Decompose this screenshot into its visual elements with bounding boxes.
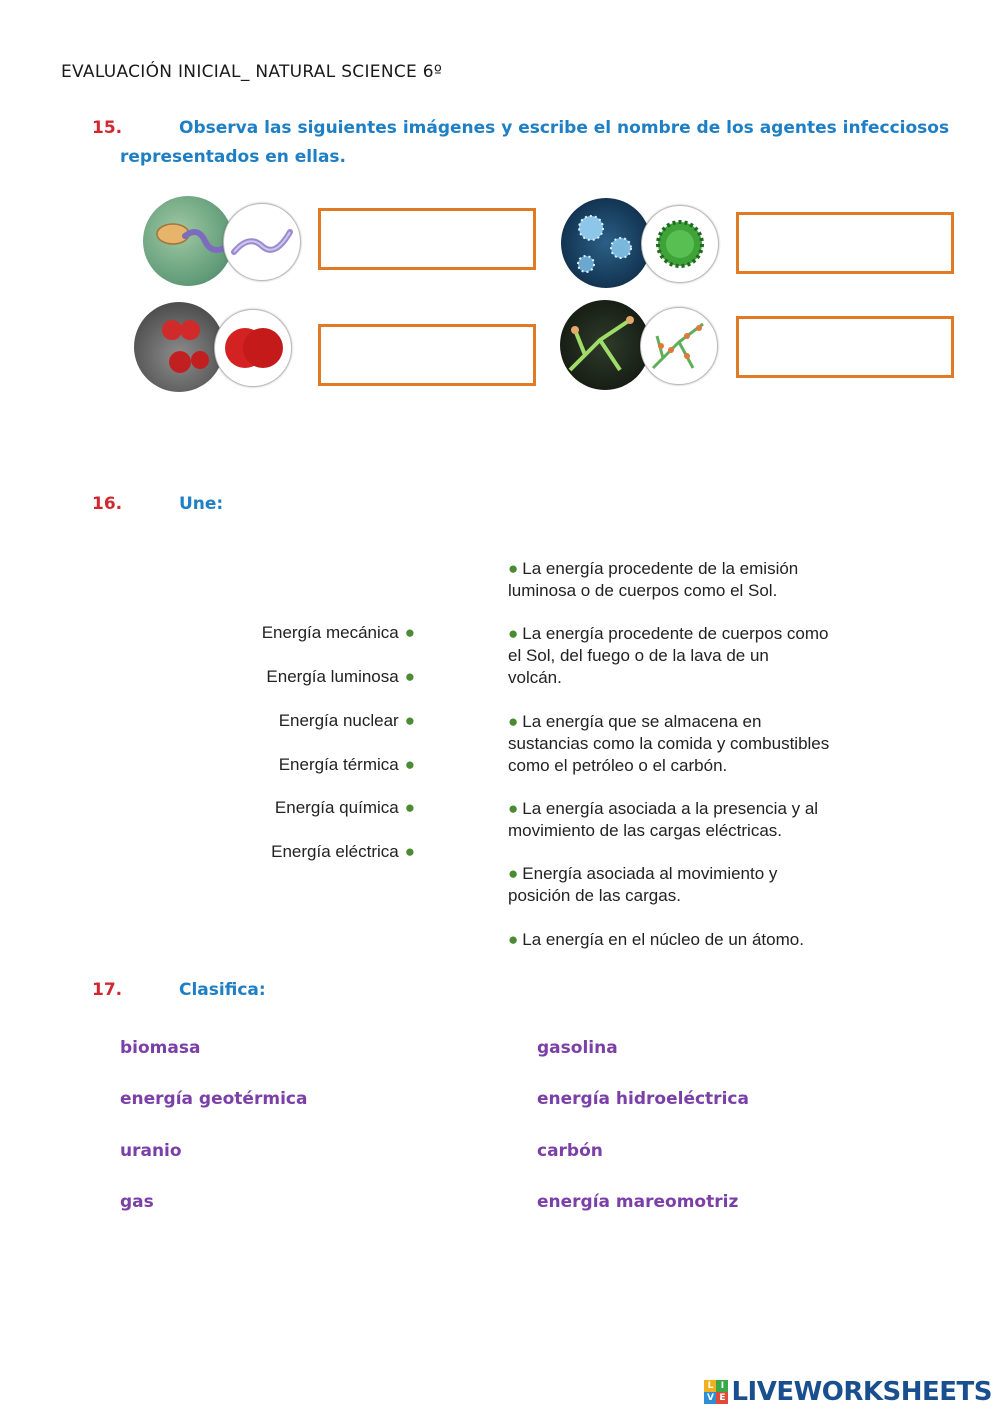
classify-item[interactable]: energía geotérmica <box>120 1089 308 1109</box>
energy-left-1[interactable]: Energía mecánica ● <box>261 623 415 642</box>
bacteria-image <box>134 302 294 392</box>
fungi-image <box>560 300 720 390</box>
energy-right-3[interactable]: ● La energía que se almacena en sustancias como la comida y combustibles como el petróleo o el carbón. <box>508 712 830 775</box>
classify-item[interactable]: energía hidroeléctrica <box>537 1089 749 1109</box>
energy-right-2[interactable]: ● La energía procedente de cuerpos como el Sol, del fuego o de la lava de un volcán. <box>508 624 829 687</box>
virus-image <box>561 198 721 288</box>
answer-box-1[interactable] <box>318 208 536 270</box>
q16-number: 16. <box>92 494 123 514</box>
classify-item[interactable]: gasolina <box>537 1038 618 1058</box>
energy-right-5[interactable]: ● Energía asociada al movimiento y posición de las cargas. <box>508 864 778 905</box>
energy-right-6[interactable]: ● La energía en el núcleo de un átomo. <box>508 930 804 949</box>
answer-box-3[interactable] <box>318 324 536 386</box>
energy-left-4[interactable]: Energía térmica ● <box>278 755 415 774</box>
classify-item[interactable]: energía mareomotriz <box>537 1192 739 1212</box>
page-title: EVALUACIÓN INICIAL_ NATURAL SCIENCE 6º <box>61 62 443 82</box>
energy-left-5[interactable]: Energía química ● <box>274 798 415 817</box>
q17-text: Clasifica: <box>179 980 266 1000</box>
classify-item[interactable]: biomasa <box>120 1038 201 1058</box>
energy-right-1[interactable]: ● La energía procedente de la emisión luminosa o de cuerpos como el Sol. <box>508 559 799 600</box>
protozoa-image <box>143 196 303 286</box>
classify-item[interactable]: uranio <box>120 1141 182 1161</box>
energy-left-3[interactable]: Energía nuclear ● <box>278 711 415 730</box>
energy-right-4[interactable]: ● La energía asociada a la presencia y al movimiento de las cargas eléctricas. <box>508 799 819 840</box>
q16-text: Une: <box>179 494 224 514</box>
brand-name: LIVEWORKSHEETS <box>731 1377 992 1407</box>
classify-item[interactable]: carbón <box>537 1141 603 1161</box>
answer-box-4[interactable] <box>736 316 954 378</box>
energy-left-6[interactable]: Energía eléctrica ● <box>271 842 415 861</box>
energy-left-2[interactable]: Energía luminosa ● <box>266 667 415 686</box>
q17-number: 17. <box>92 980 123 1000</box>
classify-item[interactable]: gas <box>120 1192 154 1212</box>
q15-text-line1: Observa las siguientes imágenes y escribe el nombre de los agentes infecciosos <box>179 118 950 138</box>
answer-box-2[interactable] <box>736 212 954 274</box>
liveworksheets-logo <box>704 1377 992 1407</box>
q15-number: 15. <box>92 118 123 138</box>
q15-text-line2: representados en ellas. <box>120 147 347 167</box>
liveworksheets-icon: L I V E <box>704 1380 728 1404</box>
